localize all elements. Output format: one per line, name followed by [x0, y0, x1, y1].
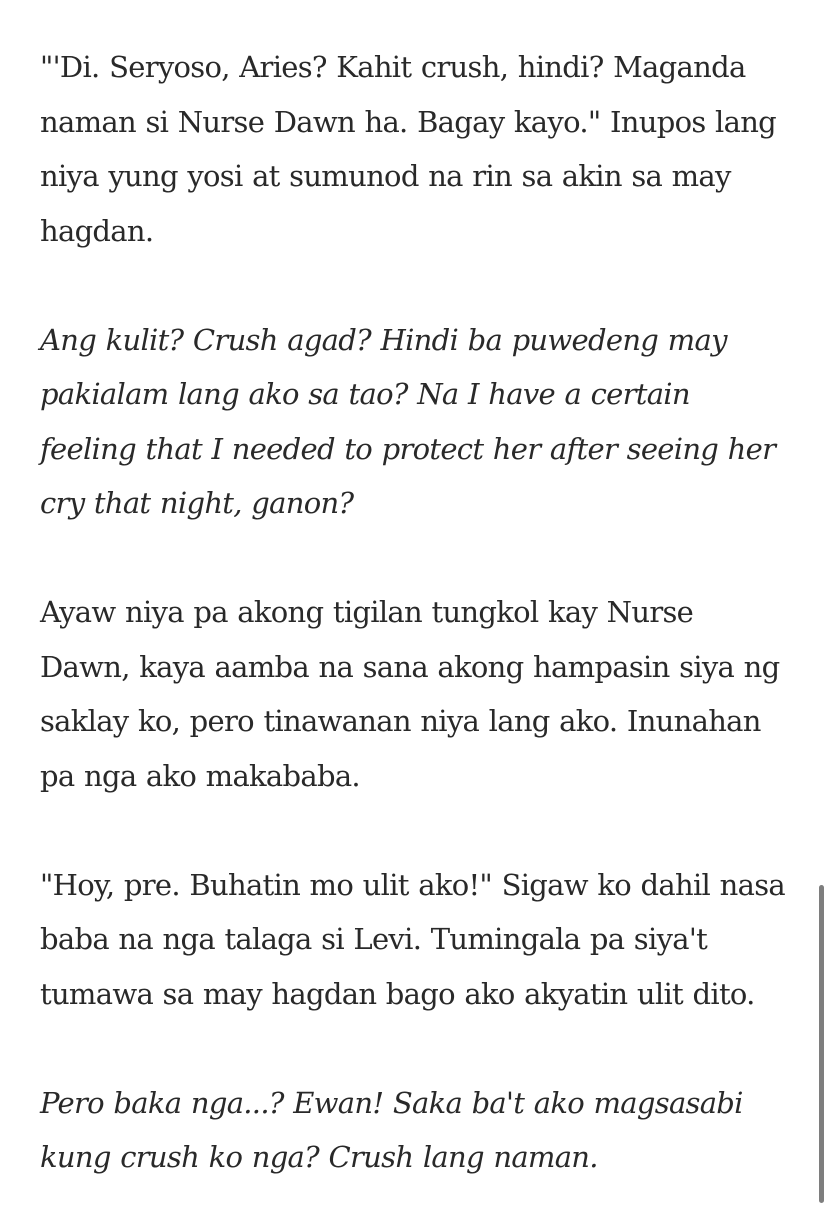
article-body: [40, 40, 788, 1185]
vertical-scrollbar[interactable]: [814, 0, 828, 1230]
paragraph-4: "Hoy, pre. Buhatin mo ulit ako!" Sigaw ko dahil nasa baba na nga talaga si Levi. Tumingala pa siya't tumawa sa may hagdan bago ako akyatin ulit dito.: [40, 867, 785, 1011]
paragraph-2-inner-thought: Ang kulit? Crush agad? Hindi ba puwedeng may pakialam lang ako sa tao? Na I have a certain feeling that I needed to protect her after seeing her cry that night, ganon?: [40, 322, 776, 520]
paragraph-5-inner-thought: Pero baka nga...? Ewan! Saka ba't ako magsasabi kung crush ko nga? Crush lang naman.: [40, 1085, 743, 1174]
paragraph-3: Ayaw niya pa akong tigilan tungkol kay Nurse Dawn, kaya aamba na sana akong hampasin siya ng saklay ko, pero tinawanan niya lang ako. Inunahan pa nga ako makababa.: [40, 595, 780, 793]
scrollbar-thumb[interactable]: [819, 885, 824, 1203]
paragraph-1: "'Di. Seryoso, Aries? Kahit crush, hindi? Maganda naman si Nurse Dawn ha. Bagay kayo." Inupos lang niya yung yosi at sumunod na rin sa akin sa may hagdan.: [40, 50, 777, 248]
